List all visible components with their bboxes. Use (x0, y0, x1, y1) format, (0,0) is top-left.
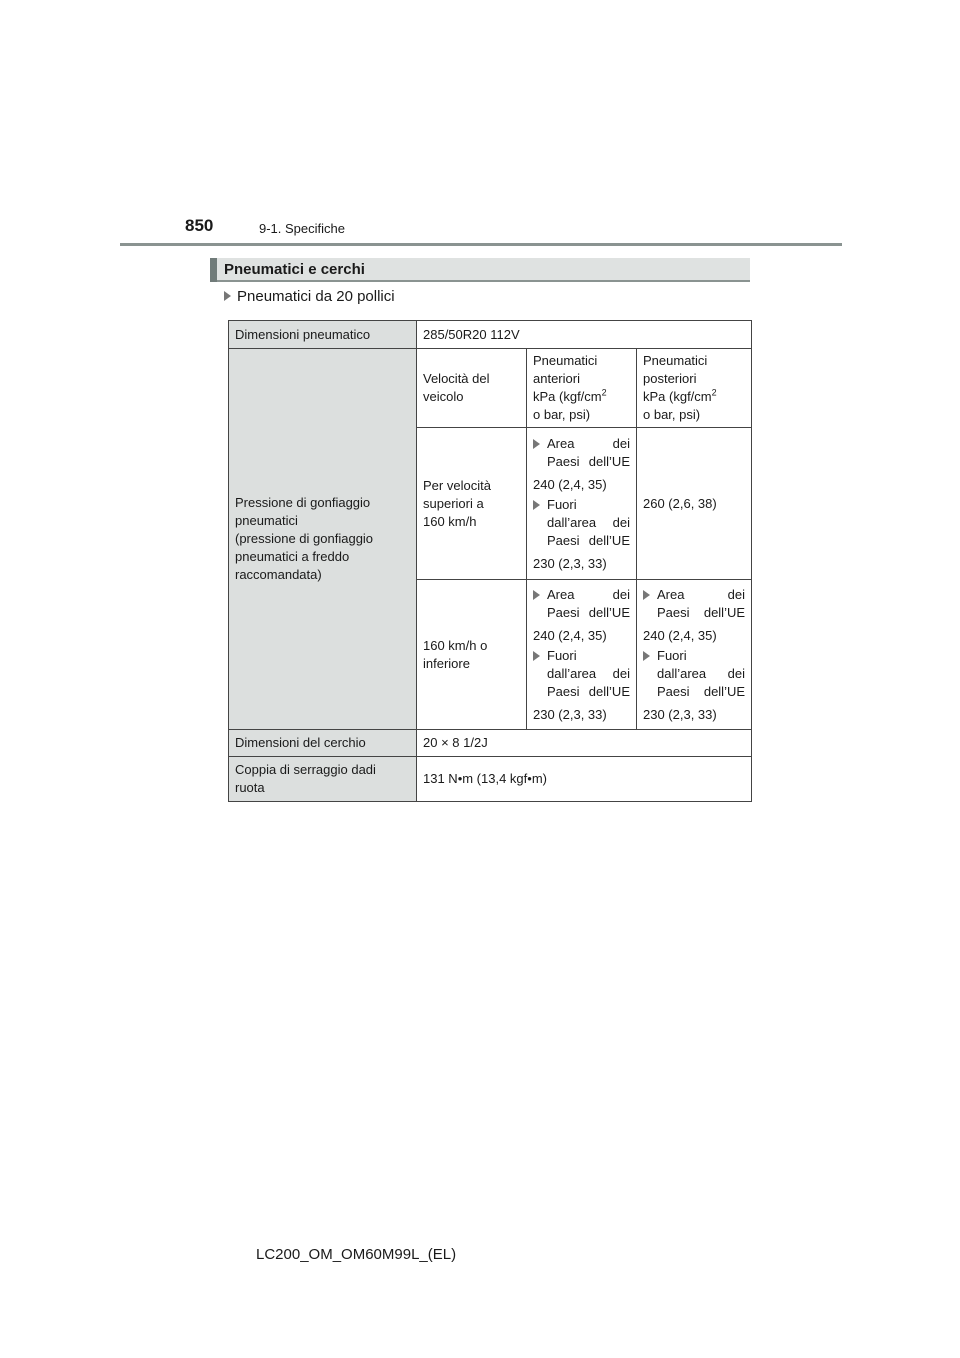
rim-size-label: Dimensioni del cerchio (229, 730, 417, 757)
speed-high-label: Per velocità superiori a 160 km/h (417, 428, 527, 580)
triangle-bullet-icon (533, 500, 540, 510)
section-label: 9-1. Specifiche (259, 221, 345, 236)
rim-size-value: 20 × 8 1/2J (417, 730, 752, 757)
tire-size-value: 285/50R20 112V (417, 321, 752, 349)
section-title: Pneumatici e cerchi (224, 261, 365, 278)
tire-size-label: Dimensioni pneumatico (229, 321, 417, 349)
pressure-label: Pressione di gonfiaggio pneumatici (pressione di gonfiaggio pneumatici a freddo raccomandata) (229, 349, 417, 730)
rear-tire-column-header: Pneumatici posteriori kPa ($kgf/cm^2$ o bar, psi) (637, 349, 752, 428)
page-number: 850 (185, 216, 214, 235)
speed-low-label: 160 km/h o inferiore (417, 580, 527, 730)
rear-pressure-high: 260 (2,6, 38) (637, 428, 752, 580)
front-pressure-high: Area dei Paesi dell’UE 240 (2,4, 35) Fuori dall’area dei Paesi dell’UE 230 (2,3, 33) (527, 428, 637, 580)
triangle-bullet-icon (643, 651, 650, 661)
triangle-bullet-icon (533, 439, 540, 449)
triangle-bullet-icon (533, 651, 540, 661)
document-code-footer: LC200_OM_OM60M99L_(EL) (256, 1246, 457, 1263)
speed-column-header: Velocità del veicolo (417, 349, 527, 428)
sub-heading-text: Pneumatici da 20 pollici (237, 288, 395, 305)
front-tire-column-header: Pneumatici anteriori kPa ($kgf/cm^2$ o bar, psi) (527, 349, 637, 428)
front-pressure-low: Area dei Paesi dell’UE 240 (2,4, 35) Fuori dall’area dei Paesi dell’UE 230 (2,3, 33) (527, 580, 637, 730)
table-row (229, 730, 752, 757)
section-title-bar (210, 258, 750, 282)
triangle-bullet-icon (533, 590, 540, 600)
rear-pressure-low: Area dei Paesi dell’UE 240 (2,4, 35) Fuori dall’area dei Paesi dell’UE 230 (2,3, 33) (637, 580, 752, 730)
table-row (229, 349, 752, 428)
triangle-bullet-icon (643, 590, 650, 600)
torque-value: 131 N•m (13,4 kgf•m) (417, 757, 752, 802)
sub-heading (224, 288, 395, 305)
section-marker (210, 258, 217, 282)
triangle-bullet-icon (224, 291, 231, 301)
torque-label: Coppia di serraggio dadi ruota (229, 757, 417, 802)
table-row (229, 321, 752, 349)
header-rule (120, 243, 842, 246)
tire-spec-table (228, 320, 752, 802)
table-row (229, 757, 752, 802)
